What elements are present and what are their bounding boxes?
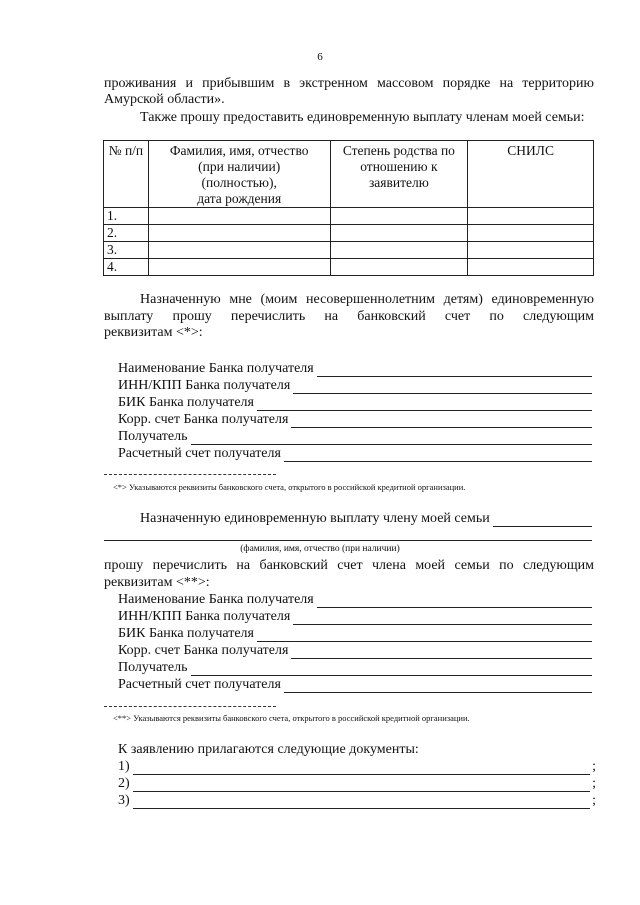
document-2-field[interactable]: 2) ; xyxy=(118,776,596,791)
corr-account-field[interactable]: Корр. счет Банка получателя xyxy=(118,412,592,428)
name-caption: (фамилия, имя, отчество (при наличии) xyxy=(240,544,400,554)
cell-relation[interactable] xyxy=(330,208,468,225)
table-row: 4. xyxy=(104,259,594,276)
cell-relation[interactable] xyxy=(330,242,468,259)
intro-line-2: Амурской области». xyxy=(104,92,225,107)
documents-title: К заявлению прилагаются следующие документы: xyxy=(118,742,419,757)
intro-line-1: проживания и прибывшим в экстренном массовом порядке на территорию xyxy=(104,76,594,91)
para1-line-1: Назначенную мне (моим несовершеннолетним детям) единовременную xyxy=(140,292,594,307)
cell-snils[interactable] xyxy=(468,208,594,225)
para2-line-3: реквизитам <**>: xyxy=(104,575,210,590)
table-row: 2. xyxy=(104,225,594,242)
header-snils: СНИЛС xyxy=(468,141,594,208)
footnote-separator xyxy=(104,474,276,475)
family-request-text: Также прошу предоставить единовременную выплату членам моей семьи: xyxy=(140,110,585,125)
document-1-field[interactable]: 1) ; xyxy=(118,759,596,774)
recipient-field[interactable]: Получатель xyxy=(118,429,592,445)
cell-snils[interactable] xyxy=(468,259,594,276)
bank-name-field[interactable]: Наименование Банка получателя xyxy=(118,361,592,377)
corr-account-field-2[interactable]: Корр. счет Банка получателя xyxy=(118,643,592,659)
cell-name[interactable] xyxy=(148,259,330,276)
cell-name[interactable] xyxy=(148,225,330,242)
footnote-1: <*> Указываются реквизиты банковского счета, открытого в российской кредитной организации. xyxy=(113,482,466,492)
family-members-table xyxy=(103,140,594,276)
cell-name[interactable] xyxy=(148,242,330,259)
cell-relation[interactable] xyxy=(330,225,468,242)
family-member-field[interactable]: Назначенную единовременную выплату члену моей семьи xyxy=(140,511,592,527)
para1-line-2: выплату прошу перечислить на банковский счет по следующим xyxy=(104,309,594,324)
footnote-2: <**> Указываются реквизиты банковского счета, открытого в российской кредитной организации. xyxy=(113,713,470,723)
document-3-field[interactable]: 3) ; xyxy=(118,793,596,808)
cell-relation[interactable] xyxy=(330,259,468,276)
cell-snils[interactable] xyxy=(468,242,594,259)
bank-name-field-2[interactable]: Наименование Банка получателя xyxy=(118,592,592,608)
header-relation: Степень родства по отношению к заявителю xyxy=(330,141,468,208)
para1-line-3: реквизитам <*>: xyxy=(104,325,203,340)
cell-snils[interactable] xyxy=(468,225,594,242)
inn-kpp-field-2[interactable]: ИНН/КПП Банка получателя xyxy=(118,609,592,625)
cell-name[interactable] xyxy=(148,208,330,225)
table-row: 1. xyxy=(104,208,594,225)
table-row: 3. xyxy=(104,242,594,259)
footnote-separator-2 xyxy=(104,706,276,707)
header-number: № п/п xyxy=(104,141,149,208)
page-number: 6 xyxy=(317,51,323,63)
family-member-line[interactable] xyxy=(104,540,592,541)
header-full-name: Фамилия, имя, отчество (при наличии) (полностью), дата рождения xyxy=(148,141,330,208)
inn-kpp-field[interactable]: ИНН/КПП Банка получателя xyxy=(118,378,592,394)
settlement-account-field-2[interactable]: Расчетный счет получателя xyxy=(118,677,592,693)
bik-field[interactable]: БИК Банка получателя xyxy=(118,395,592,411)
settlement-account-field[interactable]: Расчетный счет получателя xyxy=(118,446,592,462)
bik-field-2[interactable]: БИК Банка получателя xyxy=(118,626,592,642)
table-header-row xyxy=(104,141,594,208)
recipient-field-2[interactable]: Получатель xyxy=(118,660,592,676)
para2-line-2: прошу перечислить на банковский счет члена моей семьи по следующим xyxy=(104,558,594,573)
